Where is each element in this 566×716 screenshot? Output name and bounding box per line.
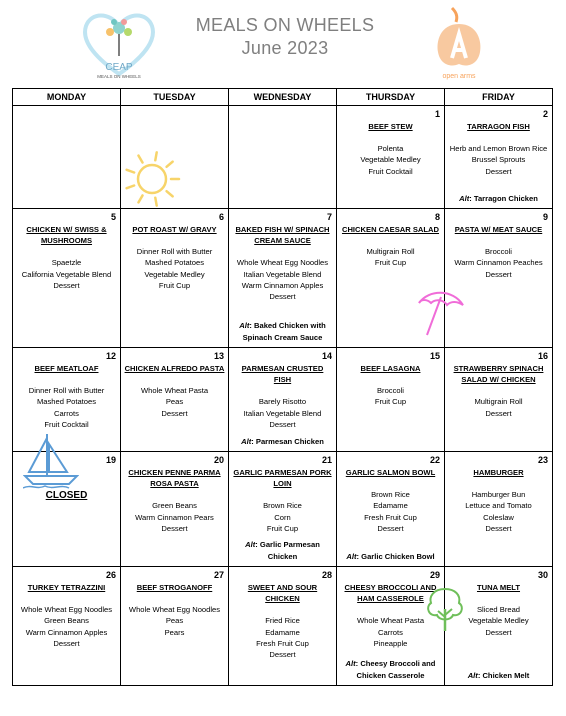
meal-block	[121, 567, 228, 638]
day-number: 12	[105, 351, 116, 361]
day-cell	[121, 348, 229, 452]
alt-prefix: Alt	[467, 671, 478, 680]
day-number: 19	[105, 455, 116, 465]
day-cell	[13, 452, 121, 567]
side-item: Vegetable Medley	[468, 616, 529, 626]
meal-block	[337, 209, 444, 269]
title-line-2: June 2023	[241, 38, 329, 58]
side-item: Dessert	[485, 523, 512, 533]
main-dish: CHICKEN W/ SWISS & MUSHROOMS	[26, 225, 107, 246]
meal-block	[445, 348, 552, 419]
week-row	[13, 567, 553, 686]
side-item: Whole Wheat Pasta	[356, 616, 425, 626]
day-number: 27	[213, 570, 224, 580]
day-number: 23	[537, 455, 548, 465]
side-item: Edamame	[265, 627, 300, 637]
meal-block	[445, 209, 552, 280]
main-dish: CHICKEN PENNE PARMA ROSA PASTA	[128, 468, 221, 489]
side-item: Fruit Cup	[266, 523, 299, 533]
sun-icon	[121, 150, 183, 208]
side-item: Fried Rice	[265, 616, 300, 626]
main-dish: TUNA MELT	[476, 583, 521, 592]
alt-prefix: Alt	[239, 321, 250, 330]
side-item: Brussel Sprouts	[471, 155, 526, 165]
page-header	[0, 0, 566, 88]
main-dish: BEEF MEATLOAF	[34, 364, 99, 373]
day-cell	[13, 106, 121, 209]
main-dish: CHICKEN CAESAR SALAD	[341, 225, 440, 234]
meal-block	[13, 209, 120, 291]
day-cell	[337, 209, 445, 348]
side-item: Dinner Roll with Butter	[28, 386, 105, 396]
side-item: Polenta	[377, 144, 404, 154]
day-cell	[121, 452, 229, 567]
day-number: 6	[218, 212, 224, 222]
weekday-tuesday: TUESDAY	[121, 89, 229, 106]
meal-block	[337, 348, 444, 408]
side-item: Fresh Fruit Cup	[256, 638, 309, 648]
alternate-meal	[447, 193, 550, 205]
side-item: Whole Wheat Egg Noodles	[128, 605, 221, 615]
side-item: Fruit Cup	[374, 397, 407, 407]
main-dish: TARRAGON FISH	[467, 122, 530, 131]
side-item: Dessert	[377, 523, 404, 533]
side-item: Warm Cinnamon Apples	[241, 280, 324, 290]
week-row	[13, 106, 553, 209]
alt-dish: Chicken Melt	[482, 671, 530, 680]
side-item: Dessert	[269, 419, 296, 429]
side-item: Hamburger Bun	[471, 490, 526, 500]
day-cell	[121, 567, 229, 686]
alt-prefix: Alt	[459, 194, 470, 203]
side-item: Fruit Cup	[374, 258, 407, 268]
side-item: Whole Wheat Egg Noodles	[236, 258, 329, 268]
day-number: 26	[105, 570, 116, 580]
alt-prefix: Alt	[346, 552, 357, 561]
ceap-logo-text: CEAP	[105, 62, 133, 73]
weekday-friday: FRIDAY	[445, 89, 553, 106]
side-item: Dessert	[485, 627, 512, 637]
day-cell	[337, 567, 445, 686]
meal-block	[121, 452, 228, 534]
side-item: Dessert	[53, 638, 80, 648]
day-cell	[13, 567, 121, 686]
day-number: 7	[326, 212, 332, 222]
menu-calendar	[12, 88, 553, 686]
alternate-meal	[231, 436, 334, 448]
main-dish: BEEF STEW	[368, 122, 413, 131]
side-item: Dessert	[485, 166, 512, 176]
side-item: Mashed Potatoes	[36, 397, 97, 407]
side-item: Carrots	[54, 408, 79, 418]
alt-separator: :	[477, 671, 483, 680]
day-number: 28	[321, 570, 332, 580]
side-item: Fruit Cocktail	[44, 419, 89, 429]
day-cell	[229, 452, 337, 567]
main-dish: STRAWBERRY SPINACH SALAD W/ CHICKEN	[453, 364, 544, 385]
side-item: Mashed Potatoes	[144, 258, 205, 268]
side-item: Whole Wheat Egg Noodles	[20, 605, 113, 615]
side-item: Green Beans	[152, 501, 197, 511]
day-number: 16	[537, 351, 548, 361]
day-cell	[337, 348, 445, 452]
main-dish: CHEESY BROCCOLI AND HAM CASSEROLE	[344, 583, 437, 604]
side-item: Edamame	[373, 501, 408, 511]
weekday-wednesday: WEDNESDAY	[229, 89, 337, 106]
alternate-meal	[447, 670, 550, 682]
main-dish: BEEF STROGANOFF	[136, 583, 213, 592]
day-number: 22	[429, 455, 440, 465]
meal-block	[13, 567, 120, 649]
alt-separator: :	[251, 437, 256, 446]
day-cell	[229, 106, 337, 209]
alt-separator: :	[355, 659, 361, 668]
meal-block	[445, 567, 552, 638]
day-cell	[229, 209, 337, 348]
alt-dish: Garlic Chicken Bowl	[361, 552, 435, 561]
alt-dish: Garlic Parmesan Chicken	[259, 540, 320, 561]
side-item: Pineapple	[373, 638, 408, 648]
day-number: 1	[434, 109, 440, 119]
side-item: Dessert	[161, 408, 188, 418]
alt-separator: :	[469, 194, 474, 203]
title-line-1: MEALS ON WHEELS	[195, 15, 375, 35]
day-cell	[445, 106, 553, 209]
open-arms-logo-text: open arms	[442, 73, 476, 80]
side-item: Dinner Roll with Butter	[136, 247, 213, 257]
main-dish: GARLIC SALMON BOWL	[345, 468, 436, 477]
main-dish: HAMBURGER	[473, 468, 524, 477]
side-item: Multigrain Roll	[366, 247, 415, 257]
meal-block	[337, 106, 444, 177]
alt-dish: Baked Chicken with Spinach Cream Sauce	[242, 321, 326, 342]
meal-block	[229, 567, 336, 660]
meal-block	[229, 209, 336, 302]
side-item: Warm Cinnamon Pears	[135, 512, 214, 522]
weekday-monday: MONDAY	[13, 89, 121, 106]
meal-block	[13, 348, 120, 430]
alt-dish: Tarragon Chicken	[473, 194, 538, 203]
side-item: Coleslaw	[483, 512, 514, 522]
weekday-header-row	[13, 89, 553, 106]
side-item: Dessert	[485, 408, 512, 418]
side-item: Whole Wheat Pasta	[140, 386, 209, 396]
day-cell	[13, 348, 121, 452]
day-cell	[445, 452, 553, 567]
meal-block	[121, 209, 228, 291]
meal-block	[337, 452, 444, 534]
alt-separator: :	[249, 321, 254, 330]
weekday-thursday: THURSDAY	[337, 89, 445, 106]
side-item: Multigrain Roll	[474, 397, 523, 407]
day-number: 2	[542, 109, 548, 119]
side-item: Corn	[274, 512, 291, 522]
alt-prefix: Alt	[241, 437, 252, 446]
side-item: Lettuce and Tomato	[465, 501, 532, 511]
day-cell	[445, 567, 553, 686]
page-title	[160, 14, 410, 60]
week-row	[13, 209, 553, 348]
ceap-logo-subtext: MEALS ON WHEELS	[97, 74, 141, 79]
day-cell	[445, 209, 553, 348]
alt-separator: :	[356, 552, 362, 561]
side-item: Sliced Bread	[476, 605, 521, 615]
side-item: Dessert	[161, 523, 188, 533]
main-dish: POT ROAST W/ GRAVY	[132, 225, 217, 234]
side-item: Broccoli	[376, 386, 404, 396]
alt-prefix: Alt	[245, 540, 256, 549]
day-cell	[13, 209, 121, 348]
side-item: Green Beans	[44, 616, 89, 626]
open-arms-logo	[430, 6, 488, 82]
side-item: Barely Risotto	[258, 397, 307, 407]
day-cell	[121, 106, 229, 209]
main-dish: BAKED FISH W/ SPINACH CREAM SAUCE	[235, 225, 330, 246]
side-item: Carrots	[378, 627, 403, 637]
side-item: Italian Vegetable Blend	[243, 269, 322, 279]
side-item: Dessert	[53, 280, 80, 290]
side-item: Vegetable Medley	[360, 155, 421, 165]
day-number: 20	[213, 455, 224, 465]
day-number: 21	[321, 455, 332, 465]
alt-prefix: Alt	[345, 659, 356, 668]
day-number: 9	[542, 212, 548, 222]
day-number: 8	[434, 212, 440, 222]
main-dish: PASTA W/ MEAT SAUCE	[454, 225, 543, 234]
side-item: Peas	[165, 397, 184, 407]
main-dish: BEEF LASAGNA	[360, 364, 421, 373]
week-row	[13, 348, 553, 452]
alternate-meal	[339, 551, 442, 563]
ceap-logo	[80, 8, 158, 84]
main-dish: TURKEY TETRAZZINI	[27, 583, 106, 592]
day-cell	[229, 567, 337, 686]
side-item: Fresh Fruit Cup	[364, 512, 417, 522]
side-item: Warm Cinnamon Peaches	[454, 258, 543, 268]
day-cell	[445, 348, 553, 452]
closed-label: CLOSED	[45, 490, 88, 501]
day-number: 30	[537, 570, 548, 580]
day-cell	[337, 106, 445, 209]
meal-block	[121, 348, 228, 419]
day-number: 14	[321, 351, 332, 361]
side-item: Brown Rice	[263, 501, 302, 511]
day-number: 29	[429, 570, 440, 580]
main-dish: GARLIC PARMESAN PORK LOIN	[233, 468, 332, 489]
side-item: Pears	[164, 627, 185, 637]
side-item: Dessert	[269, 292, 296, 302]
alternate-meal	[231, 539, 334, 563]
week-row	[13, 452, 553, 567]
main-dish: CHICKEN ALFREDO PASTA	[124, 364, 225, 373]
day-cell	[121, 209, 229, 348]
meal-block	[229, 348, 336, 430]
day-number: 13	[213, 351, 224, 361]
meal-block	[229, 452, 336, 534]
side-item: Dessert	[485, 269, 512, 279]
side-item: Spaetzle	[51, 258, 82, 268]
alt-dish: Parmesan Chicken	[255, 437, 324, 446]
day-cell	[229, 348, 337, 452]
side-item: Dessert	[269, 650, 296, 660]
side-item: Herb and Lemon Brown Rice	[449, 144, 548, 154]
side-item: Fruit Cocktail	[368, 166, 413, 176]
meal-block	[445, 452, 552, 534]
day-number: 15	[429, 351, 440, 361]
day-cell	[337, 452, 445, 567]
side-item: Fruit Cup	[158, 280, 191, 290]
meal-block	[445, 106, 552, 177]
main-dish: PARMESAN CRUSTED FISH	[241, 364, 324, 385]
alternate-meal	[231, 320, 334, 344]
side-item: Italian Vegetable Blend	[243, 408, 322, 418]
side-item: Brown Rice	[371, 490, 410, 500]
side-item: Peas	[165, 616, 184, 626]
alt-dish: Cheesy Broccoli and Chicken Casserole	[356, 659, 436, 680]
alt-separator: :	[255, 540, 260, 549]
side-item: Vegetable Medley	[144, 269, 205, 279]
main-dish: SWEET AND SOUR CHICKEN	[247, 583, 318, 604]
alternate-meal	[339, 658, 442, 682]
side-item: Warm Cinnamon Apples	[25, 627, 108, 637]
side-item: California Vegetable Blend	[21, 269, 112, 279]
side-item: Broccoli	[484, 247, 512, 257]
day-number: 5	[110, 212, 116, 222]
